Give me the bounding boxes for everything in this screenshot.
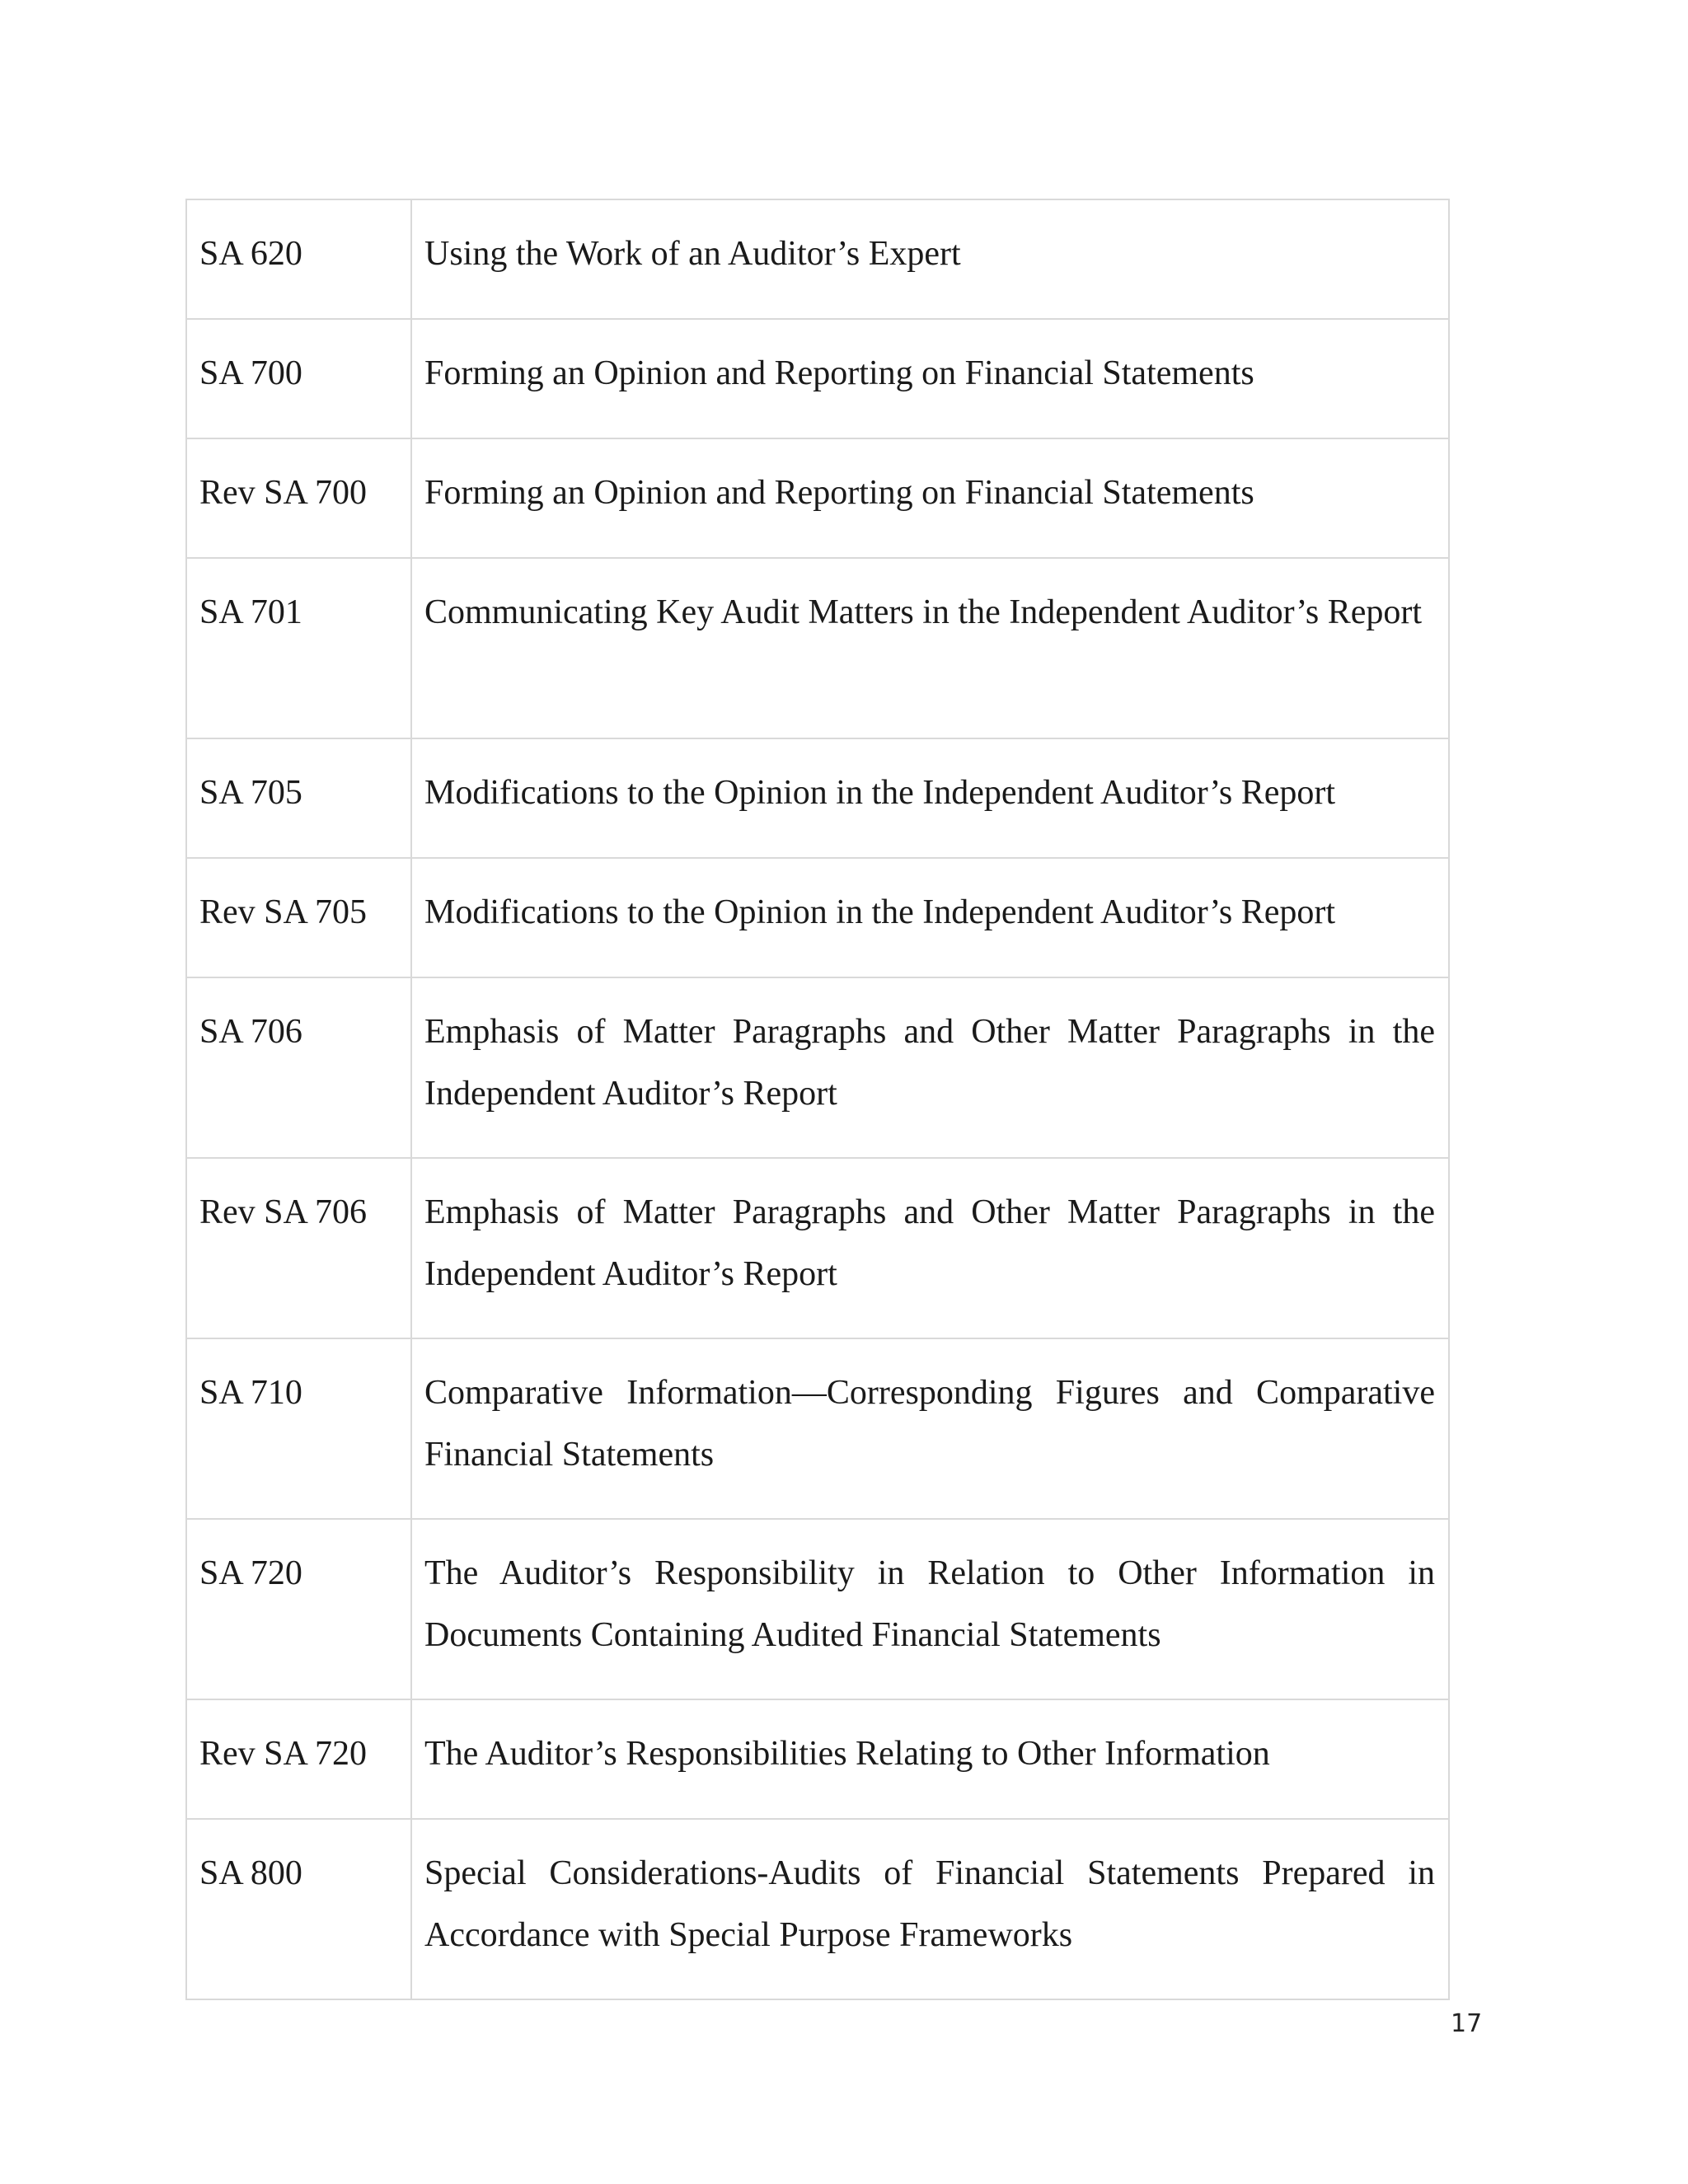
table-row [186, 1519, 1449, 1699]
standard-code: SA 701 [186, 558, 411, 738]
standard-title: Comparative Information—Corresponding Figures and Comparative Financial Statements [411, 1338, 1449, 1519]
standard-title: Modifications to the Opinion in the Independent Auditor’s Report [411, 858, 1449, 977]
standard-code: SA 706 [186, 977, 411, 1158]
table-row [186, 1699, 1449, 1819]
standard-code: SA 620 [186, 199, 411, 319]
table-row [186, 977, 1449, 1158]
standard-code: SA 700 [186, 319, 411, 438]
standard-title: Modifications to the Opinion in the Independent Auditor’s Report [411, 738, 1449, 858]
standard-title: Forming an Opinion and Reporting on Financial Statements [411, 319, 1449, 438]
table-row [186, 738, 1449, 858]
standard-title: Special Considerations-Audits of Financial Statements Prepared in Accordance with Special Purpose Frameworks [411, 1819, 1449, 1999]
standard-code: SA 800 [186, 1819, 411, 1999]
standard-title: Emphasis of Matter Paragraphs and Other Matter Paragraphs in the Independent Auditor’s Report [411, 977, 1449, 1158]
standard-code: Rev SA 720 [186, 1699, 411, 1819]
standard-title: Forming an Opinion and Reporting on Financial Statements [411, 438, 1449, 558]
standard-title: Using the Work of an Auditor’s Expert [411, 199, 1449, 319]
standards-table [185, 199, 1450, 2000]
standard-title: Communicating Key Audit Matters in the Independent Auditor’s Report [411, 558, 1449, 738]
table-row [186, 319, 1449, 438]
table-row [186, 558, 1449, 738]
standard-code: Rev SA 706 [186, 1158, 411, 1338]
standard-title: Emphasis of Matter Paragraphs and Other Matter Paragraphs in the Independent Auditor’s Report [411, 1158, 1449, 1338]
standard-title: The Auditor’s Responsibilities Relating to Other Information [411, 1699, 1449, 1819]
standard-code: SA 710 [186, 1338, 411, 1519]
standard-code: SA 705 [186, 738, 411, 858]
table-row [186, 858, 1449, 977]
page-number: 17 [1451, 2009, 1483, 2038]
table-row [186, 1158, 1449, 1338]
standard-code: Rev SA 700 [186, 438, 411, 558]
table-row [186, 199, 1449, 319]
standard-code: SA 720 [186, 1519, 411, 1699]
table-row [186, 438, 1449, 558]
table-row [186, 1819, 1449, 1999]
table-row [186, 1338, 1449, 1519]
standard-code: Rev SA 705 [186, 858, 411, 977]
standard-title: The Auditor’s Responsibility in Relation to Other Information in Documents Containing Audited Financial Statements [411, 1519, 1449, 1699]
